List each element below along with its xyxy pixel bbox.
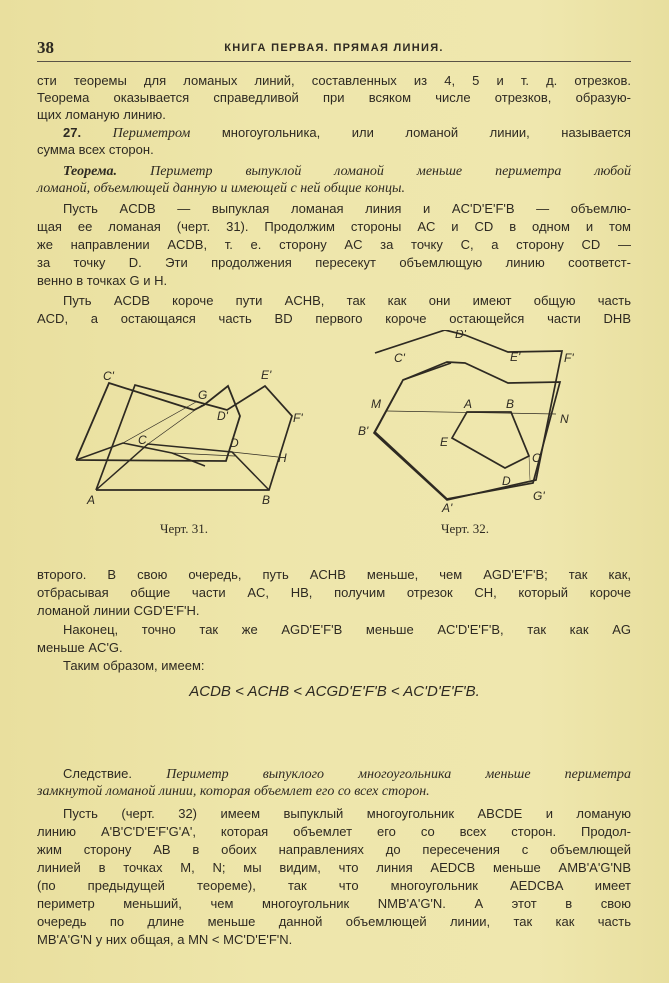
running-head: КНИГА ПЕРВАЯ. ПРЯМАЯ ЛИНИЯ. [224,42,444,54]
page-header [37,38,631,58]
theorem-text: Периметр выпуклой ломаной меньше периметра любой [150,164,631,179]
label-b: B [262,493,271,507]
text-line: отбрасывая общие части AC, HB, получим отрезок CH, который короче [37,585,631,600]
label-a-prime: A' [442,501,453,515]
text-line: Таким образом, имеем: [63,658,205,673]
theorem-label: Теорема. [63,164,118,179]
theorem-text-line: ломаной, объемлющей данную и имеющей с ней общие концы. [37,181,405,196]
text-line: MB'A'G'N у них общая, а MN < MC'D'E'F'N. [37,932,293,947]
label-b-prime: B' [358,424,369,438]
text-line: (по предыдущей теореме), так что многоугольник AEDCBA имеет [37,878,631,893]
label-f-prime: F' [564,351,574,365]
label-h: H [278,451,287,465]
label-m: M [371,397,381,411]
label-a: A [464,397,473,411]
label-a: A [87,493,96,507]
label-d: D [230,436,239,450]
corollary-text-line: замкнутой ломаной линии, которая объемлет его со всех сторон. [37,784,430,799]
label-d-prime: D' [455,330,466,341]
text-line: второго. В свою очередь, путь ACHB меньше, чем AGD'E'F'B; так как, [37,567,631,582]
label-n: N [560,412,569,426]
text-line: Путь ACDB короче пути ACHB, так как они имеют общую часть [63,293,631,308]
label-c-prime: C' [394,351,405,365]
figure-31-caption: Черт. 31. [160,521,209,536]
label-c: C [138,433,147,447]
text-line: щая ее ломаная (черт. 31). Продолжим стороны AC и CD в одном и том [37,219,631,234]
label-d-prime: D' [217,409,228,423]
label-g-prime: G' [533,489,545,503]
defined-term: Периметром [112,126,191,141]
inequality-formula: ACDB < ACHB < ACGD'E'F'B < AC'D'E'F'B. [189,683,480,700]
text-line: же направлении ACDB, т. е. сторону AC за точку C, а сторону CD — [37,237,631,252]
text-line: Теорема оказывается справедливой при всяком числе отрезков, образую- [37,90,631,105]
text-line: меньше AC'G. [37,640,123,655]
text: многоугольника, или ломаной линии, называется [221,125,631,140]
text-line: ломаной линии CGD'E'F'H. [37,603,200,618]
corollary-label: Следствие. [63,766,132,781]
text-line: Наконец, точно так же AGD'E'F'B меньше AC'D'E'F'B, так как AG [63,622,631,637]
text-line: венно в точках G и H. [37,273,168,288]
figure-32-diagram [330,330,610,515]
corollary-line [37,765,631,783]
label-f-prime: F' [293,411,303,425]
label-e: E [440,435,449,449]
text-line: жим сторону AB в обоих направлениях до пересечения с объемлющей [37,842,631,857]
corollary-text: Периметр выпуклого многоугольника меньше периметра [166,767,631,782]
text-line: линией в точках M, N; мы видим, что линия AEDCB меньше AMB'A'G'NB [37,860,631,875]
text-line: Пусть ACDB — выпуклая ломаная линия и AC'D'E'F'B — объемлю- [63,201,631,216]
label-c-prime: C' [103,369,114,383]
label-d: D [502,474,511,488]
label-e-prime: E' [510,350,521,364]
text-line: за точку D. Эти продолжения пересекут объемлющую линию соответст- [37,255,631,270]
section-27-line [37,124,631,142]
figure-32-caption: Черт. 32. [441,521,490,536]
text-line: сти теоремы для ломаных линий, составленных из 4, 5 и т. д. отрезков. [37,73,631,88]
text-line: Пусть (черт. 32) имеем выпуклый многоугольник ABCDE и ломаную [63,806,631,821]
text-line: очередь по длине меньше данной объемлющей линии, так как часть [37,914,631,929]
label-b: B [506,397,515,411]
label-g: G [198,388,208,402]
label-c: C [532,451,541,465]
text-line: ACD, а остающаяся часть BD первого короче остающейся части DHB [37,311,631,326]
section-number: 27. [63,125,82,140]
text-line: линию A'B'C'D'E'F'G'A', которая объемлет его со всех сторон. Продол- [37,824,631,839]
text-line: щих ломаную линию. [37,107,166,122]
page-number: 38 [37,38,54,57]
header-rule [37,61,631,62]
text-line: сумма всех сторон. [37,142,154,157]
theorem-line [37,162,631,180]
text-line: периметр меньший, чем многоугольник NMB'A'G'N. А этот в свою [37,896,631,911]
label-e-prime: E' [261,368,272,382]
figure-31-diagram [60,355,320,515]
